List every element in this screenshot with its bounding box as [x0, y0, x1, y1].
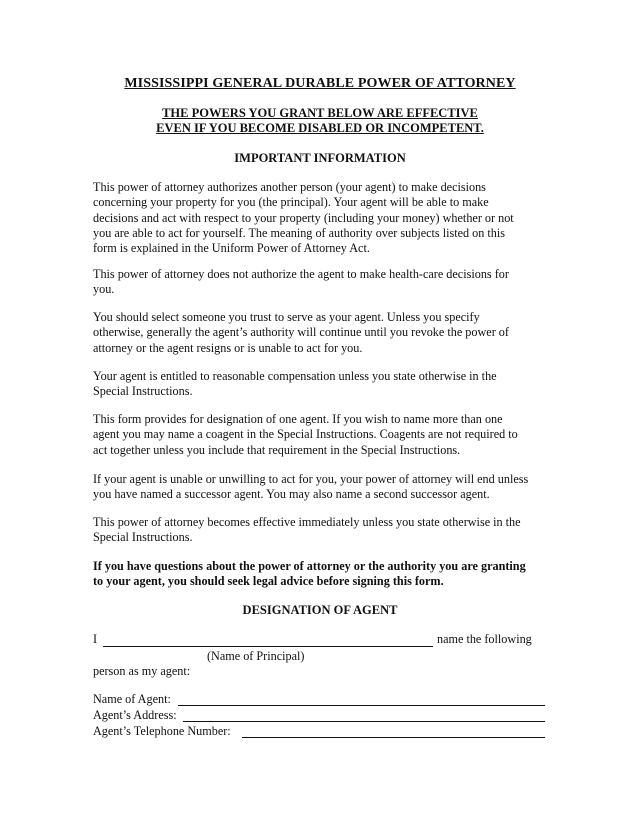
paragraph-line: This power of attorney becomes effective immediately unless you state otherwise in the	[93, 515, 521, 529]
paragraph-line: you.	[93, 282, 115, 297]
legal-advice-notice	[93, 559, 545, 590]
paragraph-select-agent	[93, 310, 545, 356]
advice-line: to your agent, you should seek legal advice before signing this form.	[93, 574, 444, 589]
paragraph-line: decisions and act with respect to your property (including your money) whether or not	[93, 210, 514, 225]
paragraph-line: you have named a successor agent. You may also name a second successor agent.	[93, 487, 490, 502]
designation-of-agent-heading: DESIGNATION OF AGENT	[242, 603, 398, 617]
important-information-heading: IMPORTANT INFORMATION	[234, 151, 406, 165]
warning-line: EVEN IF YOU BECOME DISABLED OR INCOMPETENT.	[156, 121, 484, 135]
principal-name-field[interactable]	[103, 646, 433, 647]
paragraph-line: Special Instructions.	[93, 384, 193, 399]
effectiveness-warning	[0, 106, 640, 136]
agent-address-label: Agent’s Address:	[93, 708, 177, 722]
paragraph-line: Special Instructions.	[93, 530, 193, 545]
paragraph-effective	[93, 515, 545, 546]
paragraph-health-care	[93, 267, 545, 298]
document-title: MISSISSIPPI GENERAL DURABLE POWER OF ATTORNEY	[124, 76, 516, 91]
paragraph-line: act together unless you include that requirement in the Special Instructions.	[93, 442, 461, 457]
paragraph-line: attorney or the agent resigns or is unable to act for you.	[93, 340, 363, 355]
paragraph-line: If your agent is unable or unwilling to act for you, your power of attorney will end unless	[93, 472, 529, 486]
paragraph-successor-agent	[93, 472, 545, 503]
paragraph-line: you are able to act for yourself. The meaning of authority over subjects listed on this	[93, 225, 506, 240]
paragraph-line: concerning your property for you (the principal). Your agent will be able to make	[93, 195, 489, 210]
principal-prefix: I	[93, 632, 98, 646]
paragraph-line: You should select someone you trust to serve as your agent. Unless you specify	[93, 310, 480, 324]
paragraph-authorization	[93, 180, 545, 256]
principal-suffix: name the following	[437, 632, 532, 646]
agent-name-label: Name of Agent:	[93, 692, 171, 706]
paragraph-line: This power of attorney authorizes another person (your agent) to make decisions	[93, 180, 486, 194]
agent-phone-field[interactable]	[242, 737, 545, 738]
paragraph-coagent	[93, 412, 545, 458]
agent-name-field[interactable]	[178, 705, 545, 706]
principal-name-caption: (Name of Principal)	[207, 649, 305, 663]
agent-address-field[interactable]	[183, 721, 545, 722]
advice-line: If you have questions about the power of attorney or the authority you are granting	[93, 559, 526, 573]
principal-continuation: person as my agent:	[93, 664, 191, 678]
paragraph-line: otherwise, generally the agent’s authority will continue until you revoke the power of	[93, 325, 509, 340]
paragraph-line: form is explained in the Uniform Power of Attorney Act.	[93, 241, 370, 256]
paragraph-line: Your agent is entitled to reasonable compensation unless you state otherwise in the	[93, 369, 497, 383]
agent-phone-label: Agent’s Telephone Number:	[93, 724, 231, 738]
warning-line: THE POWERS YOU GRANT BELOW ARE EFFECTIVE	[162, 106, 478, 120]
paragraph-line: agent you may name a coagent in the Special Instructions. Coagents are not required to	[93, 427, 518, 442]
paragraph-line: This power of attorney does not authorize the agent to make health-care decisions for	[93, 267, 509, 281]
paragraph-compensation	[93, 369, 545, 400]
paragraph-line: This form provides for designation of one agent. If you wish to name more than one	[93, 412, 503, 426]
